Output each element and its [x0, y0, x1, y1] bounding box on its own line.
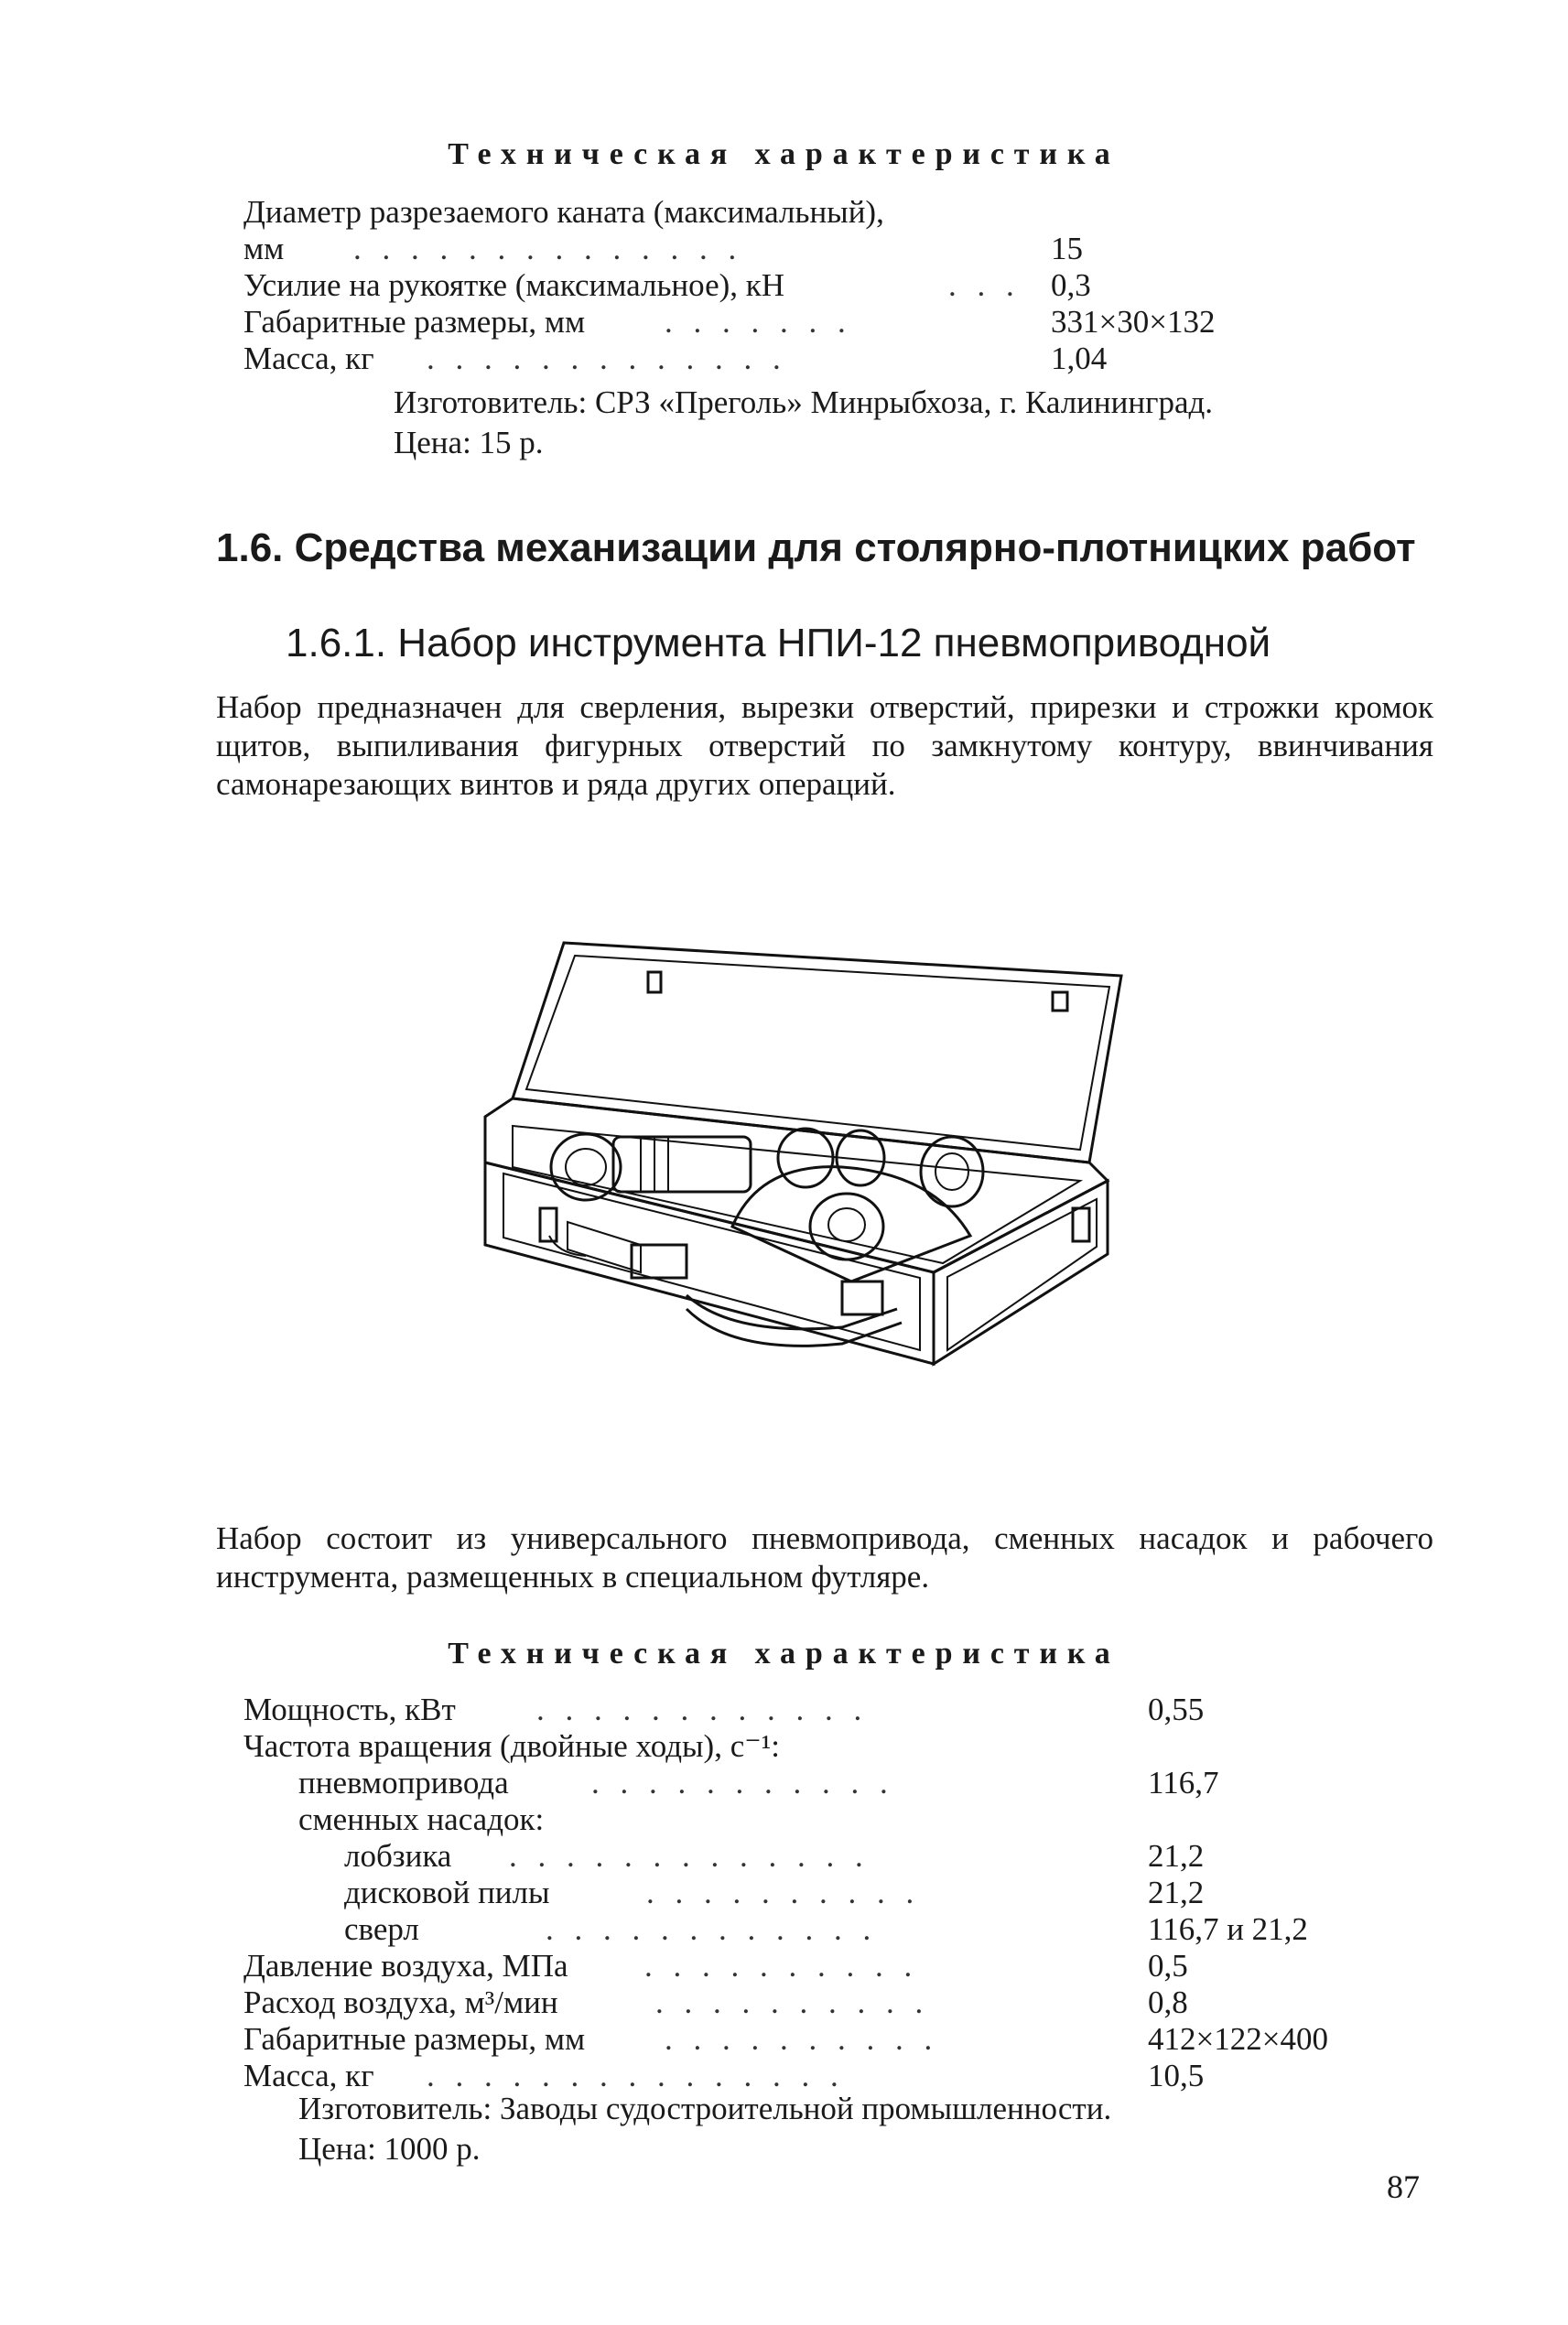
spec2-price: Цена: 1000 р.	[298, 2131, 481, 2167]
subsection-heading: 1.6.1. Набор инструмента НПИ-12 пневмоприводной	[286, 621, 1271, 665]
spec1-maker	[394, 383, 1213, 463]
spec2-manufacturer: Изготовитель: Заводы судостроительной промышленности.	[298, 2091, 1112, 2126]
spec1-row	[243, 267, 1287, 304]
spec1-row	[243, 194, 1287, 231]
spec2-row-value: 0,8	[1148, 1984, 1188, 2020]
spec2-row	[243, 1801, 1379, 1838]
spec2-row-label: Габаритные размеры, мм	[243, 2021, 586, 2057]
spec1-row	[243, 231, 1287, 267]
spec2-table	[243, 1692, 1379, 2094]
spec2-row-label: пневмопривода	[298, 1765, 509, 1801]
spec2-row-value: 116,7 и 21,2	[1148, 1911, 1308, 1947]
leader-dots: . . . . . . . . . .	[655, 1984, 930, 2020]
section-heading: 1.6. Средства механизации для столярно-плотницких работ	[216, 525, 1416, 570]
spec2-row-value: 21,2	[1148, 1838, 1205, 1874]
leader-dots: . . . . . . . . . . . . .	[427, 341, 787, 376]
leader-dots: . . . . . . . . . . . . . .	[353, 231, 743, 266]
page-number: 87	[1387, 2168, 1420, 2205]
leader-dots: . . . . . . . . . .	[665, 2021, 939, 2057]
spec2-row-value: 412×122×400	[1148, 2021, 1328, 2057]
spec1-title: Техническая характеристика	[448, 137, 1120, 171]
leader-dots: . . . . . . . . . . .	[591, 1765, 894, 1801]
spec2-row-value: 0,5	[1148, 1948, 1188, 1984]
spec2-row-label: дисковой пилы	[344, 1875, 550, 1910]
toolkit-case-illustration	[458, 934, 1153, 1419]
spec1-table	[243, 194, 1287, 377]
composition-paragraph: Набор состоит из универсального пневмопривода, сменных насадок и рабочего инструмента, размещенных в специальном футляре.	[216, 1520, 1433, 1595]
spec1-row-label: Диаметр разрезаемого каната (максимальный),	[243, 194, 884, 230]
spec2-row-label: Масса, кг	[243, 2058, 374, 2093]
spec2-row	[243, 1875, 1379, 1911]
leader-dots: . . . . . . . . . .	[644, 1948, 919, 1984]
spec2-row-label: Мощность, кВт	[243, 1692, 456, 1727]
spec2-row	[243, 1948, 1379, 1984]
leader-dots: . . .	[948, 267, 1021, 303]
spec2-row-label: лобзика	[344, 1838, 452, 1874]
leader-dots: . . . . . . .	[665, 304, 852, 340]
spec2-row-value: 0,55	[1148, 1692, 1205, 1727]
spec2-row	[243, 1692, 1379, 1728]
spec2-row	[243, 2021, 1379, 2058]
spec2-row-label: сверл	[344, 1911, 419, 1947]
spec1-row-value: 1,04	[1051, 341, 1108, 376]
spec2-row-label: Расход воздуха, м³/мин	[243, 1984, 558, 2020]
spec2-row	[243, 1984, 1379, 2021]
leader-dots: . . . . . . . . . . . .	[536, 1692, 869, 1727]
spec1-row-label: Масса, кг	[243, 341, 374, 376]
spec2-row	[243, 1911, 1379, 1948]
spec1-row	[243, 304, 1287, 341]
spec1-row-value: 331×30×132	[1051, 304, 1216, 340]
spec2-row-label: сменных насадок:	[298, 1801, 545, 1837]
spec2-row	[243, 1838, 1379, 1875]
spec2-maker	[298, 2089, 1111, 2169]
leader-dots: . . . . . . . . . . . .	[546, 1911, 878, 1947]
spec2-row-label: Частота вращения (двойные ходы), с⁻¹:	[243, 1728, 780, 1764]
spec2-row-value: 116,7	[1148, 1765, 1219, 1801]
spec1-row-value: 15	[1051, 231, 1083, 266]
spec1-manufacturer: Изготовитель: СРЗ «Преголь» Минрыбхоза, г. Калининград.	[394, 384, 1214, 420]
spec2-row	[243, 1728, 1379, 1765]
leader-dots: . . . . . . . . . . . . .	[509, 1838, 870, 1874]
spec1-row-label: мм	[243, 231, 285, 266]
spec1-row-label: Усилие на рукоятке (максимальное), кН	[243, 267, 785, 303]
spec2-row-value: 21,2	[1148, 1875, 1205, 1910]
leader-dots: . . . . . . . . . .	[646, 1875, 921, 1910]
spec1-price: Цена: 15 р.	[394, 425, 544, 460]
spec1-row-value: 0,3	[1051, 267, 1091, 303]
spec2-row-label: Давление воздуха, МПа	[243, 1948, 568, 1984]
spec1-row	[243, 341, 1287, 377]
spec1-row-label: Габаритные размеры, мм	[243, 304, 586, 340]
leader-dots: . . . . . . . . . . . . . . .	[427, 2058, 845, 2093]
intro-paragraph: Набор предназначен для сверления, вырезки отверстий, прирезки и строжки кромок щитов, выпиливания фигурных отверстий по замкнутому контуру, ввинчивания самонарезающих винтов и ряда других операций.	[216, 689, 1433, 802]
spec2-title: Техническая характеристика	[448, 1637, 1120, 1671]
spec2-row	[243, 1765, 1379, 1801]
spec2-row-value: 10,5	[1148, 2058, 1205, 2093]
